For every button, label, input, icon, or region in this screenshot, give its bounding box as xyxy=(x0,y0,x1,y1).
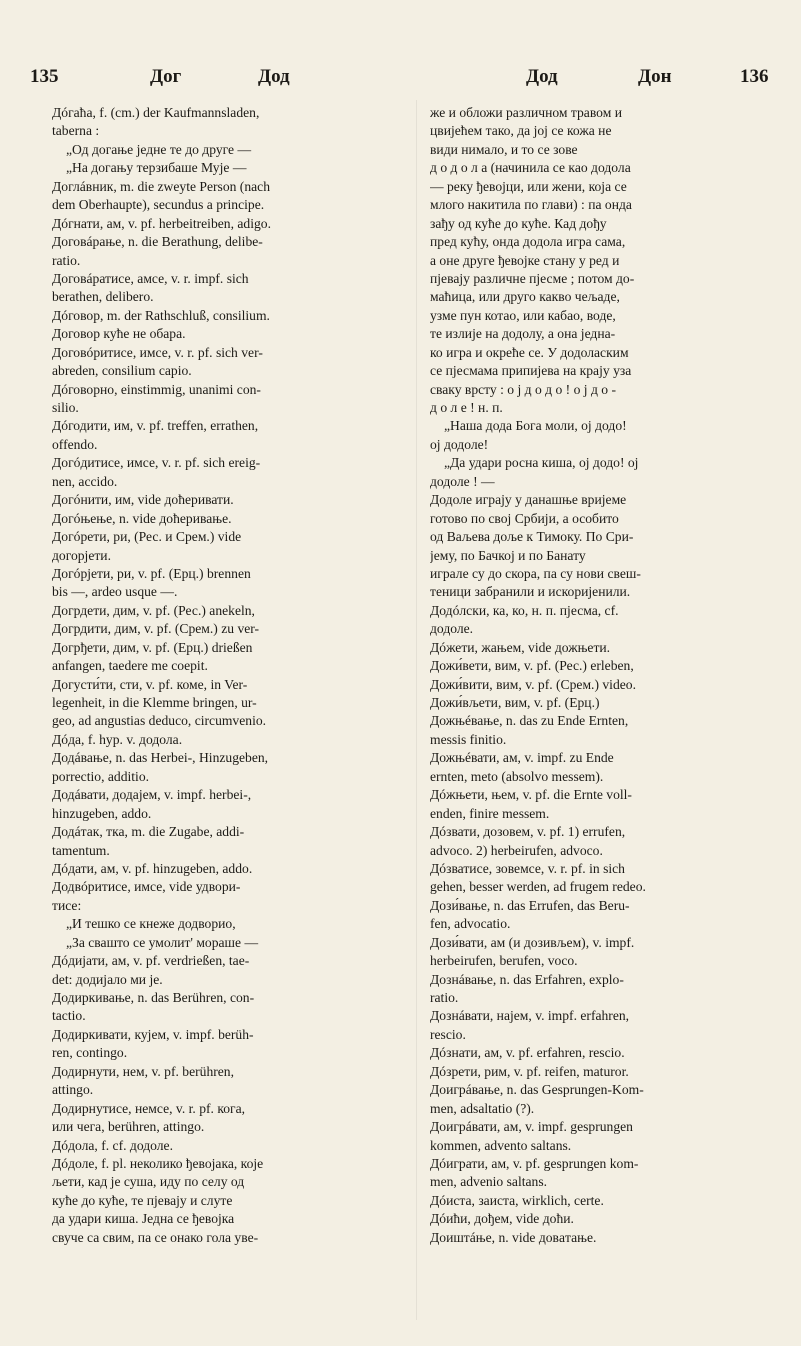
text-line: д о д о л а (начинила се као додола xyxy=(430,160,631,176)
text-line: tactio. xyxy=(52,1008,86,1024)
text-line: љети, кад је суша, иду по селу од xyxy=(52,1174,245,1190)
text-line: Доигрáвати, ам, v. impf. gesprungen xyxy=(430,1119,633,1135)
text-line: или чега, berühren, attingo. xyxy=(52,1119,205,1135)
text-line: det: додијало ми је. xyxy=(52,971,163,987)
text-line: men, advenio saltans. xyxy=(430,1174,548,1190)
text-line: „За свашто се умолит' мораше — xyxy=(66,934,259,950)
text-line: Додáтак, тка, m. die Zugabe, addi- xyxy=(52,824,245,840)
text-line: Договóритисе, имсе, v. r. pf. sich ver- xyxy=(52,344,263,360)
text-line: ој додоле! xyxy=(430,436,489,452)
text-line: porrectio, additio. xyxy=(52,768,150,784)
text-line: догорјети. xyxy=(52,547,111,563)
text-line: advoco. 2) herbeirufen, advoco. xyxy=(430,842,603,858)
left-guide-word-1: Дог xyxy=(150,66,182,87)
text-line: Додиркивати, кујем, v. impf. berüh- xyxy=(52,1026,254,1042)
text-line: Дóжети, жањем, vide дожњети. xyxy=(430,639,611,655)
text-line: hinzugeben, addo. xyxy=(52,805,152,821)
text-line: gehen, besser werden, ad frugem redeo. xyxy=(430,879,646,895)
text-line: Доглáвник, m. die zweyte Person (nach xyxy=(52,178,270,194)
text-line: сваку врсту : о ј д о д о ! о ј д о - xyxy=(430,381,617,397)
text-line: Дóжњети, њем, v. pf. die Ernte voll- xyxy=(430,787,632,803)
text-line: Договáрање, n. die Berathung, delibe- xyxy=(52,234,263,250)
text-line: Дóзрети, рим, v. pf. reifen, maturor. xyxy=(430,1063,629,1079)
text-line: Дóговорно, einstimmig, unanimi con- xyxy=(52,381,261,397)
text-line: Дóгодити, им, v. pf. treffen, errathen, xyxy=(52,418,259,434)
text-line: „Наша дода Бога моли, ој додо! xyxy=(444,418,627,434)
text-line: rescio. xyxy=(430,1026,466,1042)
text-line: готово по свој Србији, а особито xyxy=(430,510,619,526)
text-line: Догрђети, дим, v. pf. (Ерц.) drießen xyxy=(52,639,253,655)
text-line: legenheit, in die Klemme bringen, ur- xyxy=(52,695,257,710)
text-line: dem Oberhaupte), secundus a principe. xyxy=(52,197,265,213)
left-page-number: 135 xyxy=(30,66,59,87)
text-line: цвијећем тако, да јој се кожа не xyxy=(430,123,612,139)
text-line: куће до куће, те пјевају и слуте xyxy=(52,1192,233,1208)
text-line: Дожњéвати, ам, v. impf. zu Ende xyxy=(430,750,614,766)
text-line: ernten, meto (absolvo messem). xyxy=(430,768,604,784)
text-line: види нимало, и то се зове xyxy=(430,141,578,157)
text-line: Дóдати, ам, v. pf. hinzugeben, addo. xyxy=(52,860,253,876)
text-line: Дóзвати, дозовем, v. pf. 1) errufen, xyxy=(430,824,626,840)
text-line: messis finitio. xyxy=(430,731,507,747)
text-line: Догрдити, дим, v. pf. (Срем.) zu ver- xyxy=(52,621,260,637)
text-line: Дóићи, дођем, vide доћи. xyxy=(430,1211,574,1227)
text-line: Доигрáвање, n. das Gesprungen-Kom- xyxy=(430,1082,644,1098)
text-line: ratio. xyxy=(52,252,81,268)
text-line: Дóговор, m. der Rathschluß, consilium. xyxy=(52,307,270,323)
text-line: fen, advocatio. xyxy=(430,916,511,932)
text-line: Дожи́вети, вим, v. pf. (Рес.) erleben, xyxy=(430,658,634,674)
text-line: Додáвати, додајем, v. impf. herbei-, xyxy=(52,787,252,803)
text-line: anfangen, taedere me coepit. xyxy=(52,658,208,674)
text-line: Дóгнати, ам, v. pf. herbeitreiben, adigo. xyxy=(52,215,271,231)
text-line: се пјесмама припијева на крају уза xyxy=(430,363,632,379)
right-guide-word-1: Дод xyxy=(526,66,558,87)
text-line: Додóлски, ка, ко, н. п. пјесма, cf. xyxy=(430,602,619,618)
text-line: Договáратисе, амсе, v. r. impf. sich xyxy=(52,270,249,286)
text-line: „На догању терзибаше Мује — xyxy=(66,160,247,176)
text-line: nen, accido. xyxy=(52,473,118,489)
text-line: да удари киша. Једна се ђевојка xyxy=(52,1211,235,1227)
text-line: Догрдети, дим, v. pf. (Рес.) anekeln, xyxy=(52,602,255,618)
text-line: тисе: xyxy=(52,897,82,913)
text-line: свуче са свим, па се онако гола уве- xyxy=(52,1229,259,1245)
text-line: Дóиграти, ам, v. pf. gesprungen kom- xyxy=(430,1155,639,1171)
text-line: маћица, или друго какво чељаде, xyxy=(430,289,620,305)
text-line: silio. xyxy=(52,400,79,415)
text-line: Додвóритисе, имсе, vide удвори- xyxy=(52,879,241,895)
text-line: Дóдијати, ам, v. pf. verdrießen, tae- xyxy=(52,953,250,969)
text-line: Дознáвање, n. das Erfahren, explo- xyxy=(430,971,624,987)
text-line: attingo. xyxy=(52,1082,94,1098)
text-line: abreden, consilium capio. xyxy=(52,363,192,379)
text-line: „Да удари росна киша, ој додо! ој xyxy=(444,455,639,471)
page-header xyxy=(0,66,801,96)
text-line: Дожњéвање, n. das zu Ende Ernten, xyxy=(430,713,629,729)
text-line: млого накитила по глави) : па онда xyxy=(430,197,632,213)
text-line: men, adsaltatio (?). xyxy=(430,1100,535,1116)
text-line: Додирнути, нем, v. pf. berühren, xyxy=(52,1063,234,1079)
text-line: offendo. xyxy=(52,436,98,452)
text-line: taberna : xyxy=(52,123,100,139)
text-line: узме пун котао, или кабао, воде, xyxy=(430,307,616,323)
text-line: — реку ђевојци, или жени, која се xyxy=(430,178,627,194)
text-line: јему, по Бачкој и по Банату xyxy=(430,547,586,563)
column-gutter xyxy=(416,100,417,1320)
text-line: Дóда, f. hyp. v. додола. xyxy=(52,731,183,747)
text-line: herbeirufen, berufen, voco. xyxy=(430,953,578,969)
text-line: Догóрети, ри, (Рес. и Срем.) vide xyxy=(52,529,242,545)
text-line: ratio. xyxy=(430,990,459,1005)
text-line: Догóнити, им, vide доћеривати. xyxy=(52,492,234,508)
text-line: Дожи́вљети, вим, v. pf. (Ерц.) xyxy=(430,695,600,710)
text-line: Догóрјети, ри, v. pf. (Ерц.) brennen xyxy=(52,565,251,581)
text-line: ко игра и окреће се. У додоласким xyxy=(430,344,629,360)
text-line: enden, finire messem. xyxy=(430,805,550,821)
text-line: од Ваљева доље к Тимоку. По Сри- xyxy=(430,529,634,545)
text-line: kommen, advento saltans. xyxy=(430,1137,572,1153)
text-line: Дожи́вити, вим, v. pf. (Срем.) video. xyxy=(430,676,636,692)
text-line: Догóдитисе, имсе, v. r. pf. sich ereig- xyxy=(52,455,261,471)
text-line: Дóзватисе, зовемсе, v. r. pf. in sich xyxy=(430,860,625,876)
left-column xyxy=(52,104,402,1247)
text-line: Дóгаћа, f. (cm.) der Kaufmannsladen, xyxy=(52,105,260,120)
text-line: tamentum. xyxy=(52,842,110,858)
text-line: Дóдоле, f. pl. неколико ђевојака, које xyxy=(52,1155,264,1171)
text-line: Дози́вање, n. das Errufen, das Beru- xyxy=(430,897,630,913)
text-line: Дози́вати, ам (и дозивљем), v. impf. xyxy=(430,934,635,950)
text-line: пјевају различне пјесме ; потом до- xyxy=(430,270,635,286)
text-line: Договор кућe не обара. xyxy=(52,326,186,342)
right-guide-word-2: Дон xyxy=(638,66,672,87)
text-line: теници забранили и искоријенили. xyxy=(430,584,631,600)
text-line: додоле ! — xyxy=(430,473,495,489)
text-line: пред кућу, онда додола игра сама, xyxy=(430,234,626,250)
text-line: „Од догање једне те до друге — xyxy=(66,141,252,157)
text-line: Додáвање, n. das Herbei-, Hinzugeben, xyxy=(52,750,269,766)
text-line: Доиштáње, n. vide довaтање. xyxy=(430,1229,597,1245)
text-line: же и обложи различном травом и xyxy=(430,105,622,120)
text-line: Додоле играју у данашње вријеме xyxy=(430,492,627,508)
text-line: Дóзнати, ам, v. pf. erfahren, rescio. xyxy=(430,1045,625,1061)
text-line: Дóдола, f. cf. додоле. xyxy=(52,1137,173,1153)
text-line: Догусти́ти, сти, v. pf. коме, in Ver- xyxy=(52,676,248,692)
right-page-number: 136 xyxy=(740,66,769,87)
text-line: geo, ad angustias deduco, circumvenio. xyxy=(52,713,267,729)
left-guide-word-2: Дод xyxy=(258,66,290,87)
text-line: зађу од куће до куће. Кад дођу xyxy=(430,215,607,231)
text-line: Догóњење, n. vide доћеривање. xyxy=(52,510,232,526)
text-line: „И тешко се кнеже додворио, xyxy=(66,916,236,932)
text-line: те излије на додолу, а она једна- xyxy=(430,326,616,342)
text-line: Дóиста, заиста, wirklich, certe. xyxy=(430,1192,604,1208)
text-line: bis —, ardeo usque —. xyxy=(52,584,178,600)
text-line: Додиркивање, n. das Berühren, con- xyxy=(52,990,255,1005)
text-line: Дознáвати, најем, v. impf. erfahren, xyxy=(430,1008,630,1024)
text-line: berathen, delibero. xyxy=(52,289,154,305)
text-line: д о л е ! н. п. xyxy=(430,400,503,415)
text-line: играле су до скора, па су нови свеш- xyxy=(430,565,641,581)
text-line: а оне друге ђевојке стану у ред и xyxy=(430,252,620,268)
text-line: додоле. xyxy=(430,621,474,637)
text-line: Додирнутисе, немсе, v. r. pf. кога, xyxy=(52,1100,246,1116)
text-line: ren, contingo. xyxy=(52,1045,128,1061)
right-column xyxy=(430,104,770,1247)
